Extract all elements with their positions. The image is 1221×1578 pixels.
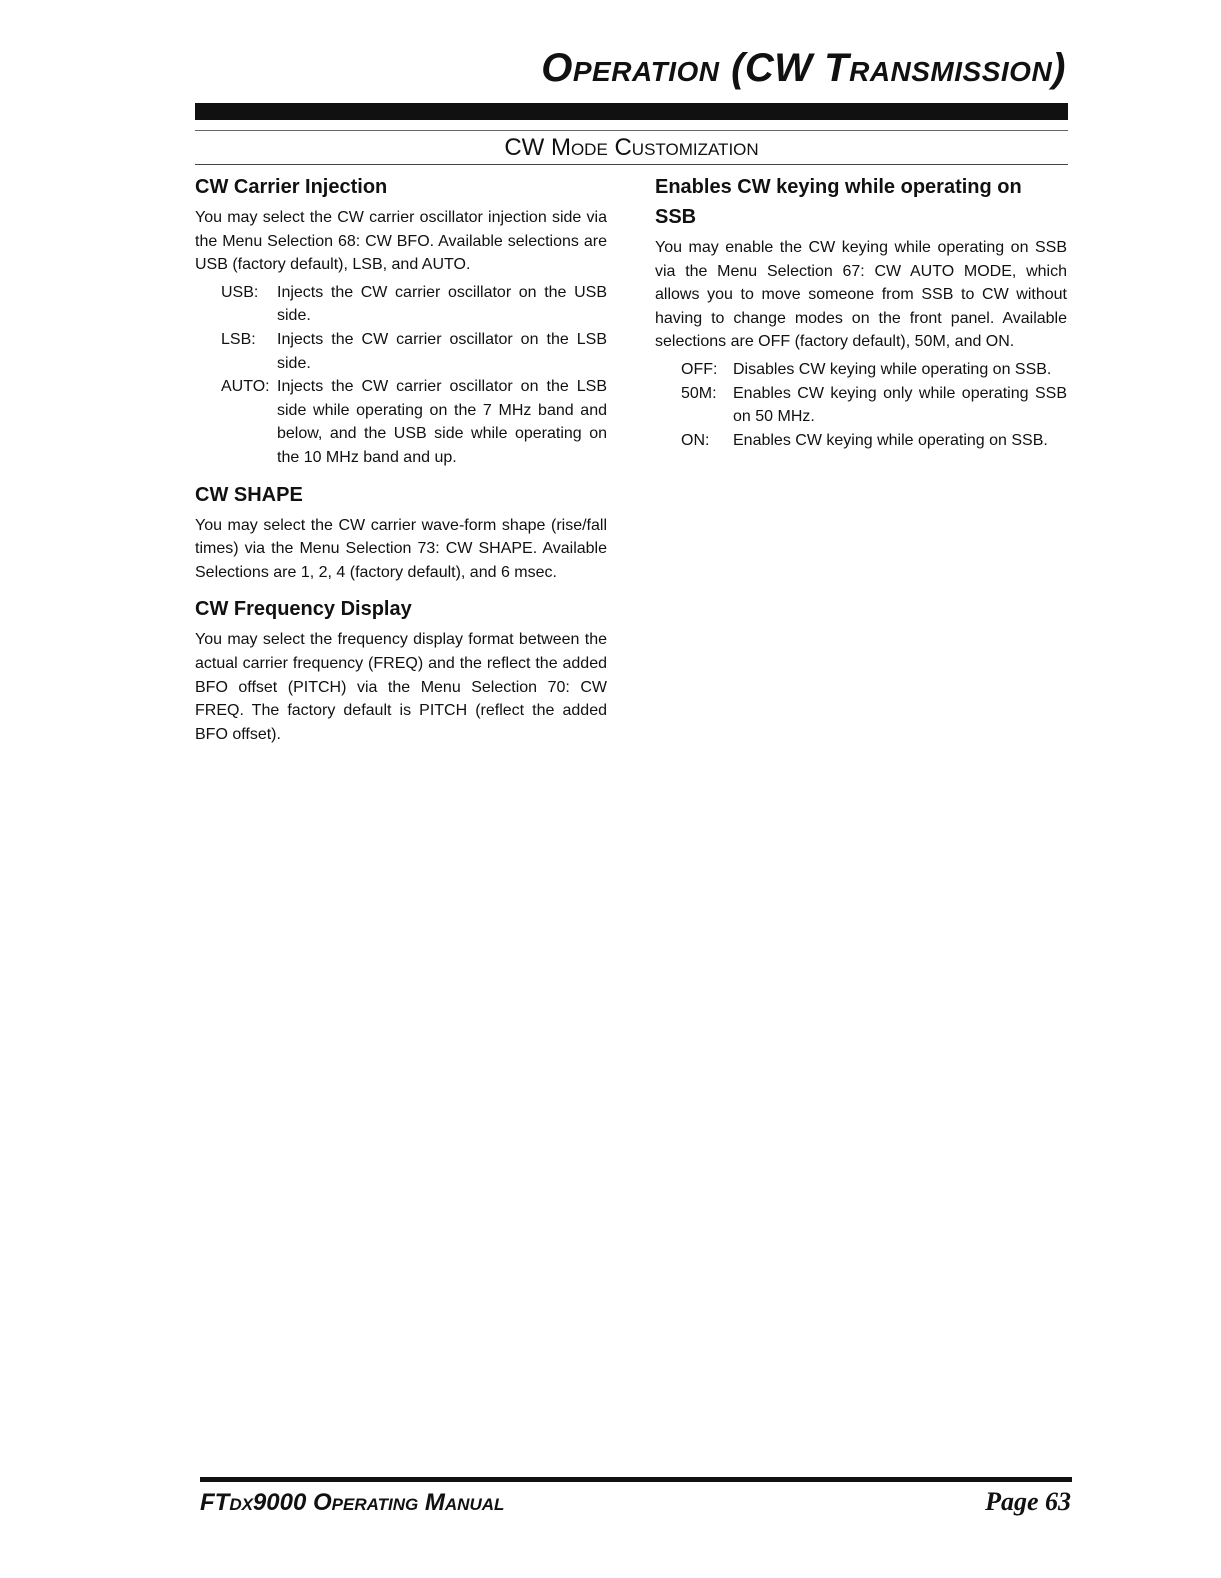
page-title: Operation (CW Transmission) [541, 46, 1066, 90]
frequency-display-heading: CW Frequency Display [195, 598, 412, 621]
option-desc: Enables CW keying only while operating SSB on 50 MHz. [733, 384, 1067, 426]
right-column [655, 172, 1067, 456]
option-item [655, 382, 1067, 429]
option-desc: Injects the CW carrier oscillator on the LSB side. [277, 330, 607, 372]
carrier-injection-text: You may select the CW carrier oscillator injection side via the Menu Selection 68: CW BFO. Available selections are USB (factory default), LSB, and AUTO. [195, 209, 607, 274]
cw-shape-heading: CW SHAPE [195, 483, 303, 506]
option-item [195, 375, 607, 469]
keying-ssb-text: You may enable the CW keying while operating on SSB via the Menu Selection 67: CW AUTO MODE, which allows you to move someone from SSB to CW without having to change modes on the front panel. Available selections are OFF (factory default), 50M, and ON. [655, 239, 1067, 351]
option-key: OFF: [681, 360, 718, 378]
option-key: 50M: [681, 384, 717, 402]
carrier-injection-options [195, 281, 607, 470]
section-rule-top [195, 130, 1068, 131]
option-desc: Disables CW keying while operating on SSB. [733, 360, 1052, 378]
option-key: AUTO: [221, 378, 270, 396]
option-item [195, 328, 607, 375]
footer-rule [200, 1477, 1072, 1482]
option-item [195, 281, 607, 328]
option-desc: Enables CW keying while operating on SSB. [733, 431, 1048, 449]
left-column [195, 172, 607, 750]
frequency-display-text: You may select the frequency display format between the actual carrier frequency (FREQ) and the reflect the added BFO offset (PITCH) via the Menu Selection 70: CW FREQ. The factory default is PITCH (reflect the added BFO offset). [195, 631, 607, 743]
page-number: Page 63 [985, 1487, 1071, 1516]
option-item [655, 429, 1067, 453]
section-heading: CW Mode Customization [504, 134, 759, 161]
option-key: USB: [221, 283, 259, 301]
section-rule-bottom [195, 164, 1068, 165]
option-key: LSB: [221, 330, 256, 348]
keying-ssb-heading: Enables CW keying while operating on SSB [655, 176, 1022, 228]
option-desc: Injects the CW carrier oscillator on the USB side. [277, 283, 607, 325]
option-desc: Injects the CW carrier oscillator on the LSB side while operating on the 7 MHz band and below, and the USB side while operating on the 10 MHz band and up. [277, 378, 607, 466]
carrier-injection-heading: CW Carrier Injection [195, 176, 388, 198]
option-item [655, 358, 1067, 382]
title-bar [195, 103, 1068, 120]
footer-manual-title: FTdx9000 Operating Manual [200, 1489, 505, 1516]
keying-ssb-options [655, 358, 1067, 452]
option-key: ON: [681, 431, 710, 449]
cw-shape-text: You may select the CW carrier wave-form shape (rise/fall times) via the Menu Selection 73: CW SHAPE. Available Selections are 1, 2, 4 (factory default), and 6 msec. [195, 516, 607, 581]
